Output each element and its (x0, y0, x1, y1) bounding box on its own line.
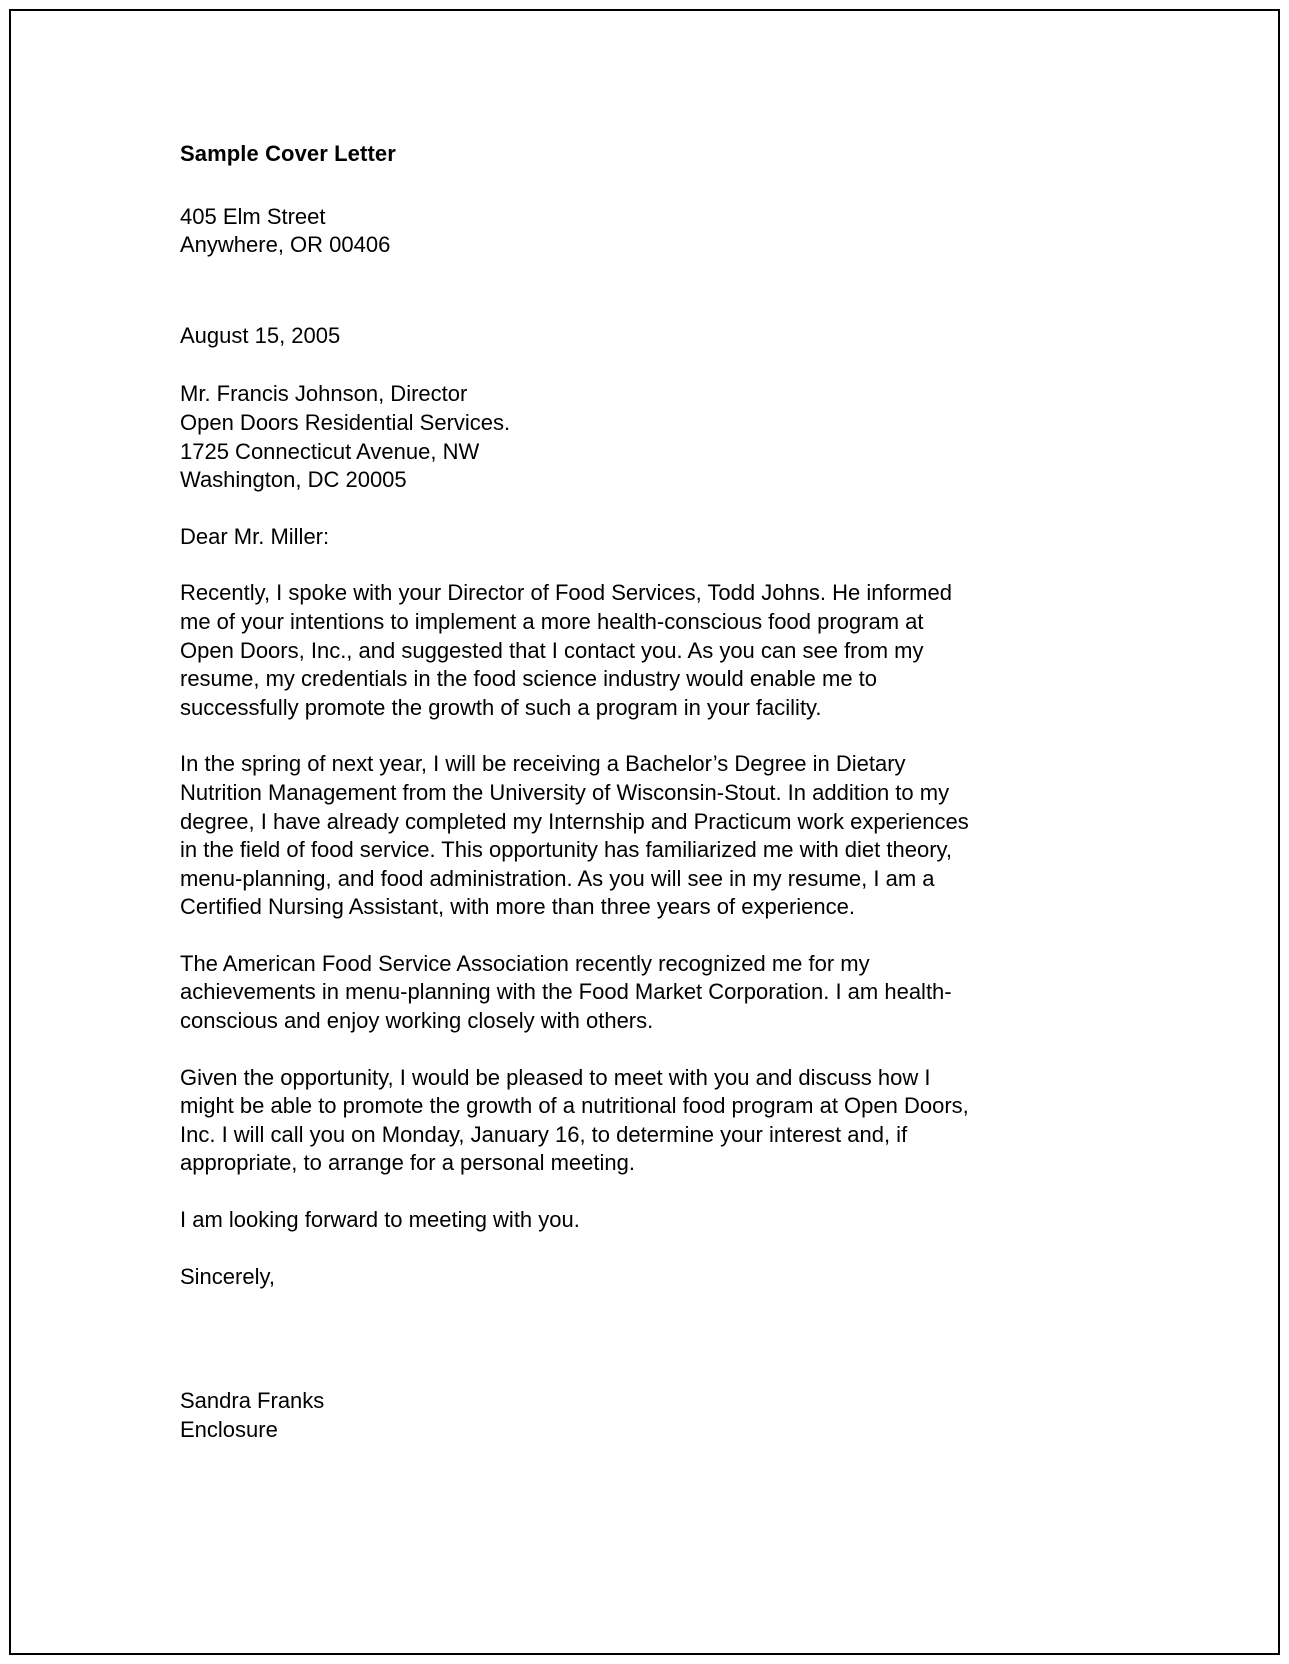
paragraph-line: appropriate, to arrange for a personal meeting. (180, 1150, 635, 1176)
cover-letter-body (180, 140, 1040, 1444)
paragraph-line: menu-planning, and food administration. As you will see in my resume, I am a (180, 865, 935, 891)
paragraph-line: Nutrition Management from the University of Wisconsin-Stout. In addition to my (180, 779, 950, 805)
recipient-address-block (180, 380, 1040, 494)
paragraph-line: Recently, I spoke with your Director of Food Services, Todd Johns. He informed (180, 580, 952, 606)
paragraph-3 (180, 950, 1040, 1036)
recipient-address-line: 1725 Connecticut Avenue, NW (180, 438, 480, 464)
spacer (180, 922, 1040, 950)
closing (180, 1263, 1040, 1292)
paragraph-line: conscious and enjoy working closely with others. (180, 1008, 654, 1034)
spacer (180, 1178, 1040, 1206)
signature-block (180, 1387, 1040, 1444)
letter-date-text: August 15, 2005 (180, 322, 341, 348)
closing-text: Sincerely, (180, 1263, 275, 1289)
sender-address-line: 405 Elm Street (180, 203, 326, 229)
signer-name: Sandra Franks (180, 1388, 325, 1414)
sender-address-line: Anywhere, OR 00406 (180, 232, 391, 258)
paragraph-line: Open Doors, Inc., and suggested that I contact you. As you can see from my (180, 637, 924, 663)
spacer (180, 350, 1040, 380)
paragraph-line: The American Food Service Association recently recognized me for my (180, 950, 870, 976)
paragraph-line: Inc. I will call you on Monday, January 16, to determine your interest and, if (180, 1121, 908, 1147)
spacer (180, 722, 1040, 750)
spacer (180, 1036, 1040, 1064)
paragraph-5 (180, 1206, 1040, 1235)
spacer (180, 551, 1040, 579)
paragraph-line: Certified Nursing Assistant, with more than three years of experience. (180, 894, 855, 920)
recipient-address-line: Washington, DC 20005 (180, 467, 407, 493)
page-title: Sample Cover Letter (180, 141, 396, 166)
paragraph-4 (180, 1064, 1040, 1178)
paragraph-line: In the spring of next year, I will be receiving a Bachelor’s Degree in Dietary (180, 751, 906, 777)
signature-space (180, 1291, 1040, 1387)
letter-date (180, 322, 1040, 351)
paragraph-line: in the field of food service. This opportunity has familiarized me with diet theory, (180, 837, 953, 863)
paragraph-line: me of your intentions to implement a more health-conscious food program at (180, 608, 924, 634)
paragraph-line: resume, my credentials in the food science industry would enable me to (180, 666, 878, 692)
paragraph-line: degree, I have already completed my Internship and Practicum work experiences (180, 808, 969, 834)
salutation-text: Dear Mr. Miller: (180, 523, 330, 549)
spacer (180, 1235, 1040, 1263)
recipient-address-line: Open Doors Residential Services. (180, 409, 511, 435)
salutation (180, 523, 1040, 552)
paragraph-2 (180, 750, 1040, 922)
sender-address-block (180, 203, 1040, 260)
paragraph-line: I am looking forward to meeting with you. (180, 1207, 580, 1233)
recipient-address-line: Mr. Francis Johnson, Director (180, 381, 468, 407)
paragraph-line: Given the opportunity, I would be pleased to meet with you and discuss how I (180, 1064, 931, 1090)
spacer (180, 260, 1040, 322)
enclosure-note: Enclosure (180, 1416, 278, 1442)
spacer (180, 495, 1040, 523)
paragraph-line: successfully promote the growth of such a program in your facility. (180, 694, 822, 720)
paragraph-line: might be able to promote the growth of a nutritional food program at Open Doors, (180, 1093, 969, 1119)
paragraph-line: achievements in menu-planning with the Food Market Corporation. I am health- (180, 979, 952, 1005)
paragraph-1 (180, 579, 1040, 722)
